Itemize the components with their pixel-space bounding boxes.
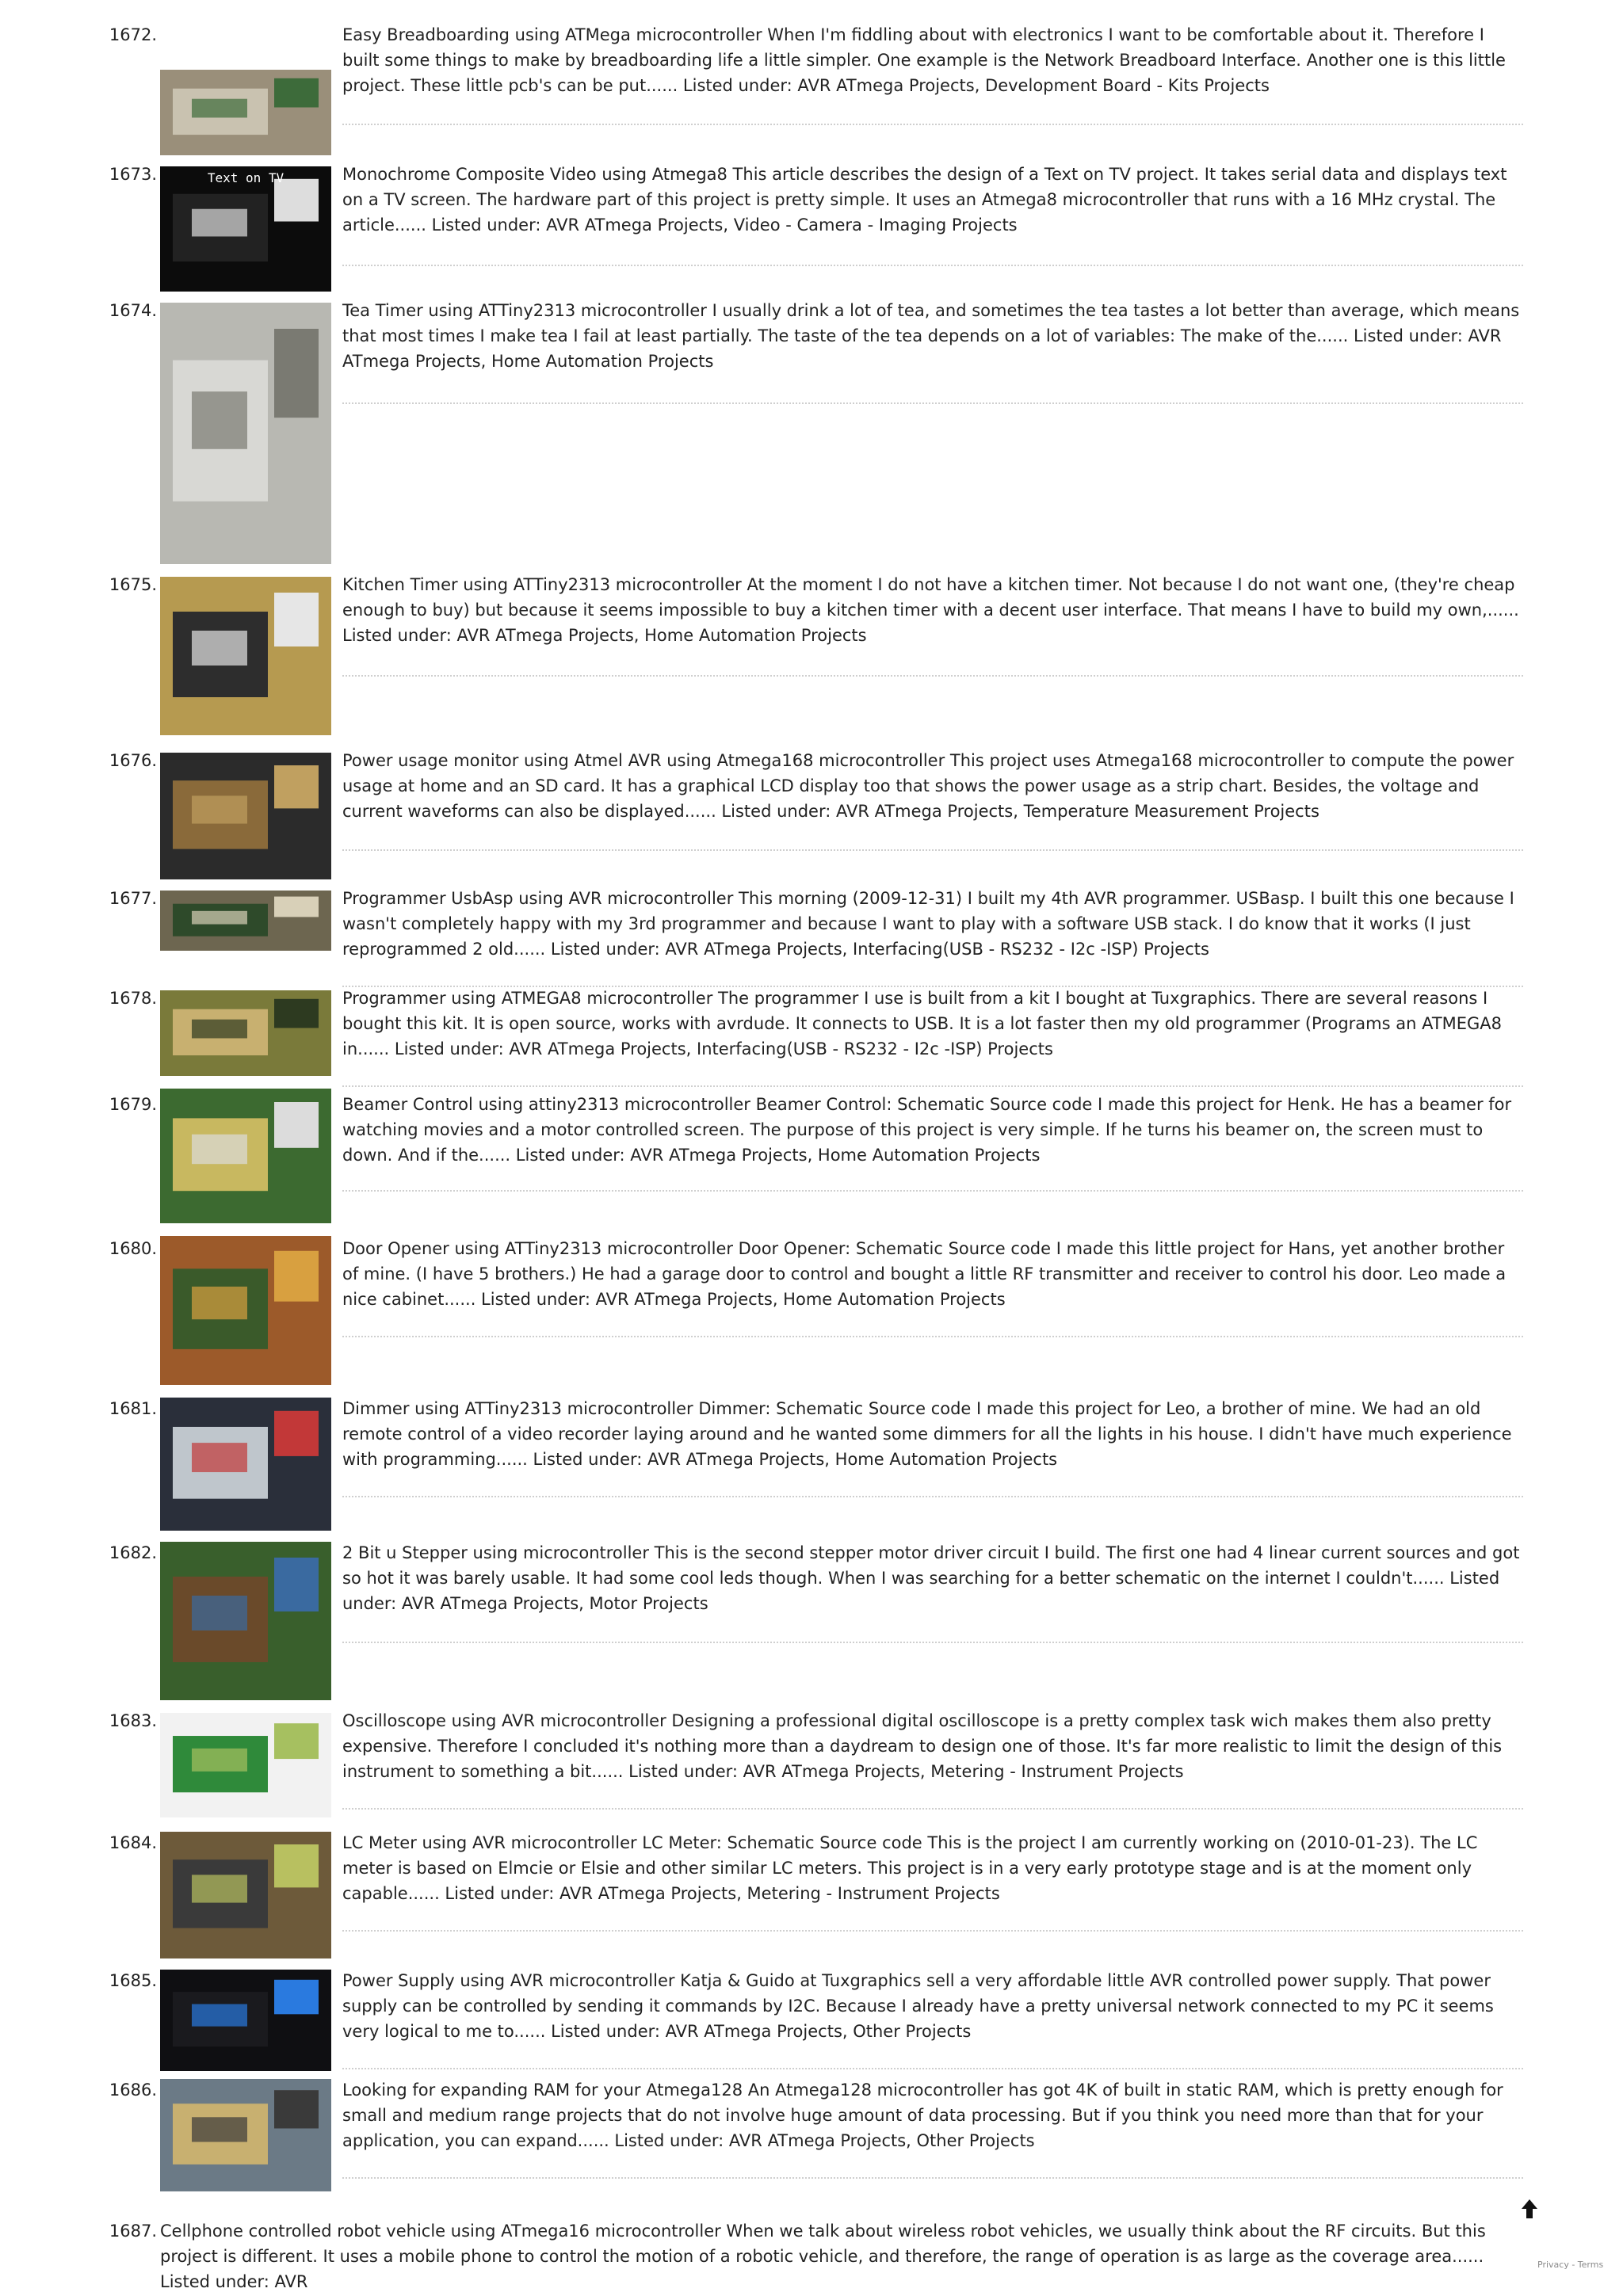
item-description-link[interactable]: Power usage monitor using Atmel AVR using Atmega168 microcontroller This project uses Atmega168 microcontroller to compute the power usage at home and an SD card. It has a graphical LCD display too that shows the power usage as a strip chart. Besides, the voltage and current waveforms can also be displayed...... Listed under: AVR ATmega Projects, Temperature Measurement Projects (342, 751, 1514, 821)
item-description-link[interactable]: Programmer using ATMEGA8 microcontroller The programmer I use is built from a kit I bought at Tuxgraphics. There are several reasons I bought this kit. It is open source, works with avrdude. It connects to USB. It is a lot faster then my old programmer (Programs an ATMEGA8 in...... Listed under: AVR ATmega Projects, Interfacing(USB - RS232 - I2c -ISP) Projects (342, 989, 1503, 1058)
kitchen-sink-photo-icon (160, 303, 331, 564)
item-description-link[interactable]: Oscilloscope using AVR microcontroller Designing a professional digital oscilloscope is a pretty complex task wich makes them also pretty expensive. Therefore I concluded it's nothing more than a daydream to design one of those. It's far more realistic to limit the design of this instrument to something a bit...... Listed under: AVR ATmega Projects, Metering - Instrument Projects (342, 1711, 1503, 1781)
item-thumbnail[interactable] (160, 2079, 331, 2191)
item-thumbnail[interactable] (160, 1970, 331, 2071)
item-description-link[interactable]: Looking for expanding RAM for your Atmega128 An Atmega128 microcontroller has got 4K of built in static RAM, which is pretty enough for small and medium range projects that do not involve huge amount of data processing. But if you think you need more than that for your application, you can expand...... Listed under: AVR ATmega Projects, Other Projects (342, 2081, 1503, 2150)
item-divider (342, 1808, 1523, 1810)
item-divider (342, 675, 1523, 677)
item-number: 1687. (109, 2222, 157, 2241)
recaptcha-privacy-terms[interactable]: Privacy - Terms (1537, 2260, 1604, 2270)
item-divider (342, 1642, 1523, 1643)
item-description-link[interactable]: Tea Timer using ATTiny2313 microcontroller I usually drink a lot of tea, and sometimes the tea tastes a lot better than average, which means that most times I make tea I fail at least partially. The taste of the tea depends on a lot of variables: The make of the...... Listed under: AVR ATmega Projects, Home Automation Projects (342, 301, 1520, 371)
item-thumbnail[interactable] (160, 1713, 331, 1817)
item-number: 1676. (109, 751, 157, 770)
item-description-link[interactable]: Door Opener using ATTiny2313 microcontroller Door Opener: Schematic Source code I made this little project for Hans, yet another brother of mine. (I have 5 brothers.) He had a garage door to control and bought a little RF transmitter and receiver to control his door. Leo made a nice cabinet...... Listed under: AVR ATmega Projects, Home Automation Projects (342, 1239, 1507, 1309)
door-opener-board-photo-icon (160, 1236, 331, 1385)
item-divider (342, 1085, 1523, 1087)
item-number: 1684. (109, 1833, 157, 1852)
oscilloscope-board-photo-icon (160, 1713, 331, 1817)
dimmer-board-photo-icon (160, 1398, 331, 1531)
beamer-control-board-photo-icon (160, 1089, 331, 1223)
item-number: 1683. (109, 1711, 157, 1730)
item-description-link[interactable]: Monochrome Composite Video using Atmega8 This article describes the design of a Text on TV project. It takes serial data and displays text on a TV screen. The hardware part of this project is pretty simple. It uses an Atmega8 microcontroller that runs with a 16 MHz crystal. The article...... Listed under: AVR ATmega Projects, Video - Camera - Imaging Projects (342, 165, 1507, 235)
item-thumbnail[interactable] (160, 1832, 331, 1958)
item-description-link[interactable]: Cellphone controlled robot vehicle using ATmega16 microcontroller When we talk about wireless robot vehicles, we usually think about the RF circuits. But this project is different. It uses a mobile phone to control the motion of a robotic vehicle, and therefore, the range of operation is as large as the coverage area...... Listed under: AVR (160, 2222, 1486, 2291)
item-number: 1675. (109, 575, 157, 594)
item-divider (342, 1930, 1523, 1932)
item-number: 1674. (109, 301, 157, 320)
item-number: 1679. (109, 1095, 157, 1114)
item-divider (342, 402, 1523, 404)
breadboard-photo-icon (160, 70, 331, 155)
item-description-link[interactable]: 2 Bit u Stepper using microcontroller This is the second stepper motor driver circuit I build. The first one had 4 linear current sources and got so hot it was barely usable. It had some cool leds though. When I was searching for a better schematic on the internet I couldn't...... Listed under: AVR ATmega Projects, Motor Projects (342, 1543, 1520, 1613)
stepper-driver-board-photo-icon (160, 1542, 331, 1700)
item-number: 1681. (109, 1399, 157, 1418)
item-number: 1678. (109, 989, 157, 1008)
back-to-top-button[interactable] (1515, 2195, 1544, 2223)
item-divider (342, 2177, 1523, 2179)
item-number: 1672. (109, 25, 157, 44)
item-number: 1686. (109, 2081, 157, 2100)
item-divider (342, 1496, 1523, 1497)
item-number: 1685. (109, 1971, 157, 1990)
item-description-link[interactable]: Beamer Control using attiny2313 microcontroller Beamer Control: Schematic Source code I made this project for Henk. He has a beamer for watching movies and a motor controlled screen. The purpose of this project is very simple. If he turns his beamer on, the screen must to down. And if the...... Listed under: AVR ATmega Projects, Home Automation Projects (342, 1095, 1512, 1165)
item-number: 1673. (109, 165, 157, 184)
item-thumbnail[interactable] (160, 303, 331, 564)
item-thumbnail[interactable] (160, 1089, 331, 1223)
item-description-link[interactable]: Programmer UsbAsp using AVR microcontroller This morning (2009-12-31) I built my 4th AVR programmer. USBasp. I built this one because I wasn't completely happy with my 3rd programmer and because I want to play with a software USB stack. I do know that it works (I just reprogrammed 2 old...... Listed under: AVR ATmega Projects, Interfacing(USB - RS232 - I2c -ISP) Projects (342, 889, 1514, 959)
item-divider (342, 849, 1523, 851)
item-number: 1682. (109, 1543, 157, 1562)
item-description-link[interactable]: Kitchen Timer using ATTiny2313 microcontroller At the moment I do not have a kitchen timer. Not because I do not want one, (they're cheap enough to buy) but because it seems impossible to buy a kitchen timer with a decent user interface. That means I have to build my own,...... Listed under: AVR ATmega Projects, Home Automation Projects (342, 575, 1519, 645)
ram-expansion-board-photo-icon (160, 2079, 331, 2191)
item-divider (342, 1190, 1523, 1192)
item-thumbnail[interactable] (160, 1236, 331, 1385)
thumbnail-title: Text on TV (207, 170, 285, 185)
item-thumbnail[interactable] (160, 577, 331, 735)
item-description-link[interactable]: Easy Breadboarding using ATMega microcontroller When I'm fiddling about with electronics I want to be comfortable about it. Therefore I built some things to make by breadboarding life a little simpler. One example is the Network Breadboard Interface. Another one is this little project. These little pcb's can be put...... Listed under: AVR ATmega Projects, Development Board - Kits Projects (342, 25, 1506, 95)
seven-segment-timer-photo-icon (160, 577, 331, 735)
lc-meter-photo-icon (160, 1832, 331, 1958)
item-thumbnail[interactable] (160, 166, 331, 292)
power-supply-photo-icon (160, 1970, 331, 2071)
power-monitor-box-photo-icon (160, 753, 331, 879)
item-number: 1677. (109, 889, 157, 908)
item-thumbnail[interactable] (160, 990, 331, 1076)
item-thumbnail[interactable] (160, 753, 331, 879)
arrow-up-icon (1515, 2195, 1544, 2223)
item-description-link[interactable]: Power Supply using AVR microcontroller Katja & Guido at Tuxgraphics sell a very affordable little AVR controlled power supply. That power supply can be controlled by sending it commands by I2C. Because I already have a pretty universal network connected to my PC it seems very logical to me to...... Listed under: AVR ATmega Projects, Other Projects (342, 1971, 1494, 2041)
item-description-link[interactable]: Dimmer using ATTiny2313 microcontroller Dimmer: Schematic Source code I made this project for Leo, a brother of mine. We had an old remote control of a video recorder laying around and he wanted some dimmers for all the lights in his house. I didn't have much experience with programming...... Listed under: AVR ATmega Projects, Home Automation Projects (342, 1399, 1512, 1469)
item-description-link[interactable]: LC Meter using AVR microcontroller LC Meter: Schematic Source code This is the project I am currently working on (2010-01-23). The LC meter is based on Elmcie or Elsie and other similar LC meters. This project is in a very early prototype stage and is at the moment only capable...... Listed under: AVR ATmega Projects, Metering - Instrument Projects (342, 1833, 1478, 1903)
item-number: 1680. (109, 1239, 157, 1258)
usbasp-programmer-photo-icon (160, 891, 331, 951)
item-thumbnail[interactable] (160, 1542, 331, 1700)
item-thumbnail[interactable] (160, 891, 331, 951)
item-thumbnail[interactable] (160, 1398, 331, 1531)
item-divider (342, 124, 1523, 125)
item-divider (342, 1336, 1523, 1337)
item-divider (342, 2068, 1523, 2069)
item-divider (342, 265, 1523, 266)
item-thumbnail[interactable] (160, 70, 331, 155)
atmega8-programmer-photo-icon (160, 990, 331, 1076)
recaptcha-links[interactable] (1537, 2260, 1603, 2271)
